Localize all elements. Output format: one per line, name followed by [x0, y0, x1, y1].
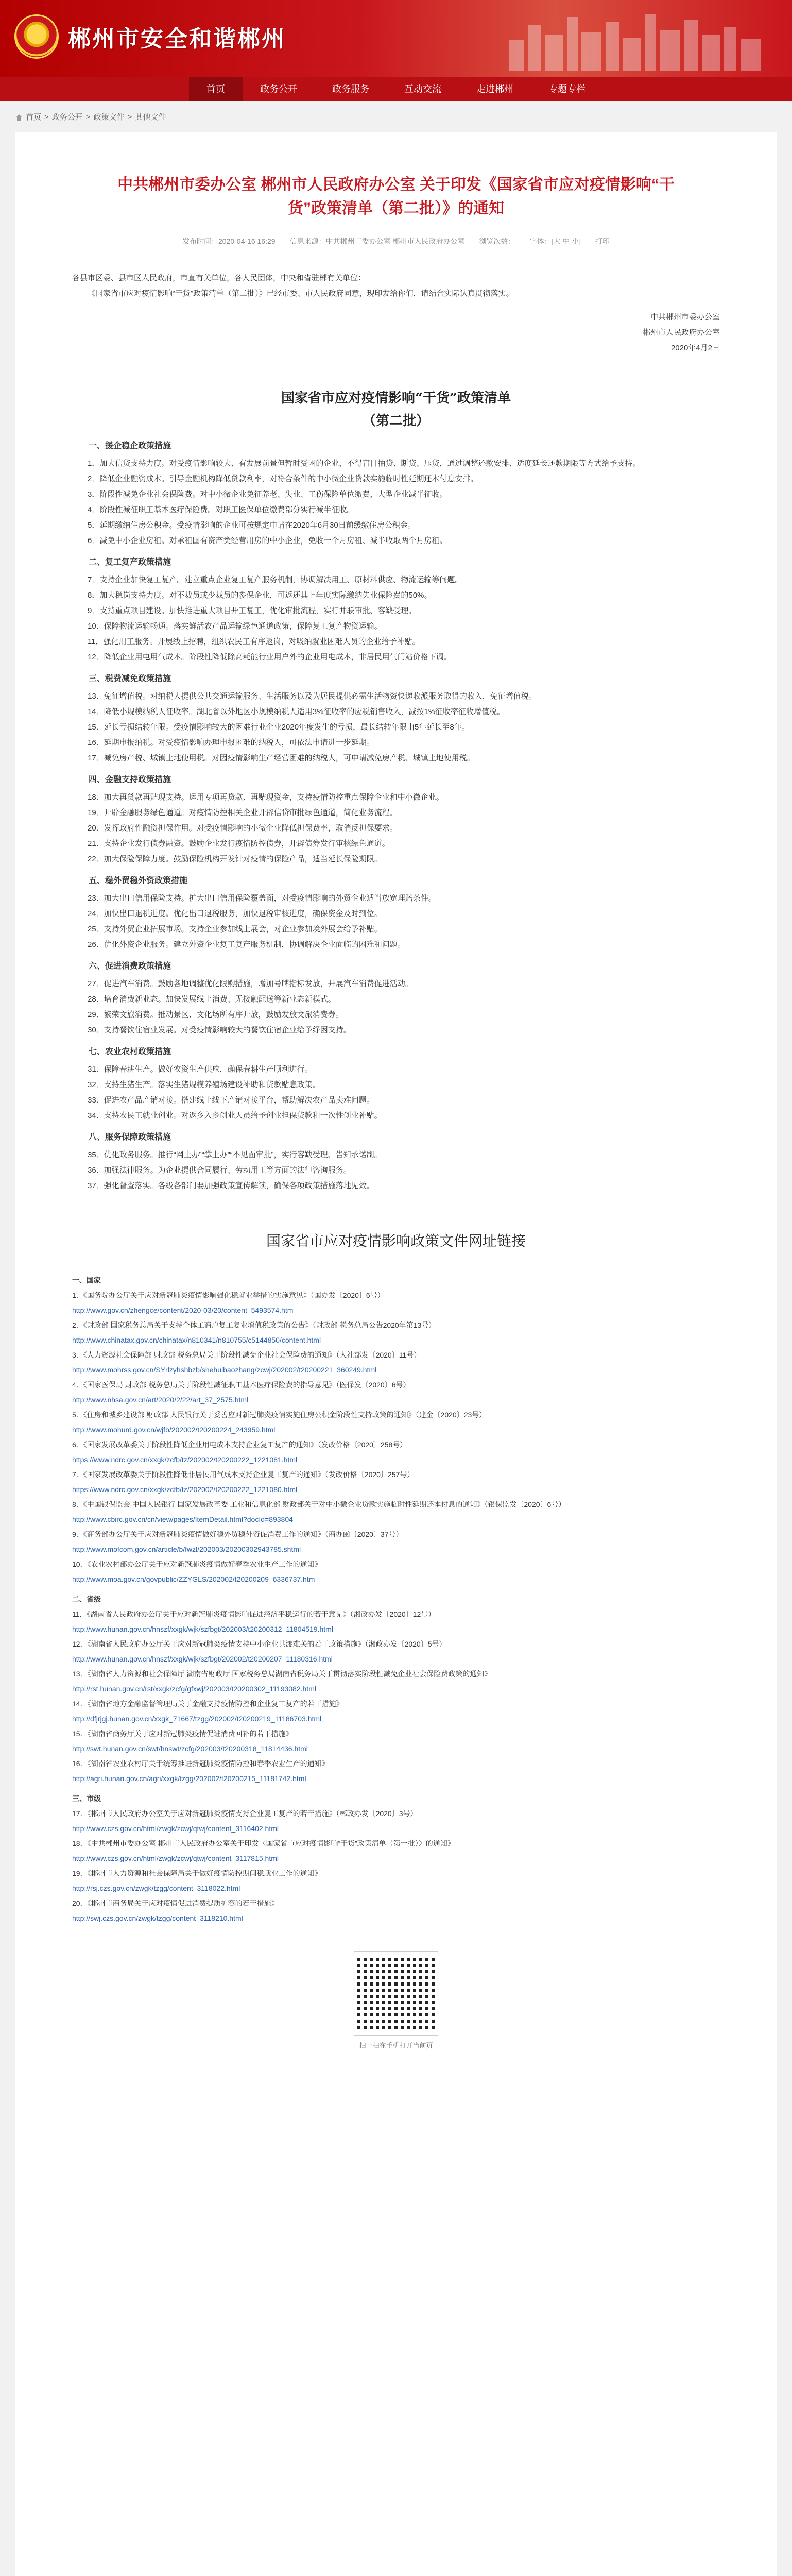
site-title: 郴州市安全和谐郴州 — [68, 26, 286, 52]
nav-item-topics[interactable]: 专题专栏 — [548, 84, 586, 94]
font-size-switch[interactable]: 字体：[大 中 小] — [529, 237, 581, 245]
link-item-url[interactable]: https://www.ndrc.gov.cn/xxgk/zcfb/tz/202002/t20200222_1221080.html — [72, 1485, 298, 1494]
link-item-url[interactable]: http://www.chinatax.gov.cn/chinatax/n810341/n810755/c5144850/content.html — [72, 1336, 321, 1344]
qr-block — [72, 1952, 720, 2050]
section-paragraph: 10．保障物流运输畅通。落实鲜活农产品运输绿色通道政策，保障复工复产物资运输。 — [88, 622, 382, 631]
link-item-title: 8．《中国银保监会 中国人民银行 国家发展改革委 工业和信息化部 财政部关于对中小微企业贷款实施临时性延期还本付息的通知》（银保监发〔2020〕6号） — [72, 1500, 566, 1509]
main-nav — [0, 77, 792, 101]
section-heading: 六、促进消费政策措施 — [89, 962, 171, 971]
link-item-url[interactable]: http://www.moa.gov.cn/govpublic/ZZYGLS/202002/t20200209_6336737.htm — [72, 1575, 315, 1583]
signature-date: 2020年4月2日 — [670, 344, 720, 352]
national-emblem-icon — [14, 14, 59, 59]
breadcrumb-gov-open[interactable]: 政务公开 — [51, 113, 83, 122]
nav-item-gov-service[interactable]: 政务服务 — [332, 84, 369, 94]
link-item-url[interactable]: http://agri.hunan.gov.cn/agri/xxgk/tzgg/202002/t20200215_11181742.html — [72, 1774, 306, 1783]
city-skyline-icon — [504, 9, 771, 71]
doc-title-line: 国家省市应对疫情影响“干货”政策清单 — [281, 391, 511, 406]
signature-org: 郴州市人民政府办公室 — [642, 328, 720, 337]
link-item-title: 20．《郴州市商务局关于应对疫情促进消费提质扩容的若干措施》 — [72, 1899, 279, 1907]
section-paragraph: 7．支持企业加快复工复产。建立重点企业复工复产服务机制，协调解决用工、原材料供应、物流运输等问题。 — [88, 575, 463, 584]
link-item-title: 9．《商务部办公厅关于应对新冠肺炎疫情做好稳外贸稳外资促消费工作的通知》（商办函〔2020〕37号） — [72, 1530, 403, 1538]
link-item-url[interactable]: http://www.mohrss.gov.cn/SYrlzyhshbzb/shehuibaozhang/zcwj/202002/t20200221_360249.html — [72, 1366, 377, 1374]
article-title: 中共郴州市委办公室 郴州市人民政府办公室 关于印发《国家省市应对疫情影响“干货”政策清单（第二批）》的通知 — [117, 176, 675, 217]
qr-code-icon — [354, 1952, 438, 2035]
section-paragraph: 19．开辟金融服务绿色通道。对疫情防控相关企业开辟信贷审批绿色通道，简化业务流程。 — [88, 808, 398, 817]
link-item-title: 17．《郴州市人民政府办公室关于应对新冠肺炎疫情支持企业复工复产的若干措施》（郴政办发〔2020〕3号） — [72, 1809, 418, 1818]
link-item-title: 16．《湖南省农业农村厅关于统筹推进新冠肺炎疫情防控和春季农业生产的通知》 — [72, 1759, 329, 1768]
signature-org: 中共郴州市委办公室 — [650, 313, 720, 321]
link-item-url[interactable]: http://rst.hunan.gov.cn/rst/xxgk/zcfg/gfxwj/202003/t20200302_11193082.html — [72, 1685, 316, 1693]
section-paragraph: 12．降低企业用电用气成本。阶段性降低除高耗能行业用户外的企业用电成本，非居民用气门站价格下调。 — [88, 653, 452, 662]
qr-label: 扫一扫在手机打开当前页 — [359, 2042, 433, 2049]
link-category: 一、国家 — [72, 1276, 101, 1284]
section-paragraph: 15．延长亏损结转年限。受疫情影响较大的困难行业企业2020年度发生的亏损，最长结转年限由5年延长至8年。 — [88, 723, 470, 732]
link-item-url[interactable]: http://www.czs.gov.cn/html/zwgk/zcwj/qtwj/content_3117815.html — [72, 1854, 279, 1862]
section-paragraph: 6．减免中小企业房租。对承租国有资产类经营用房的中小企业，免收一个月房租、减半收取两个月房租。 — [88, 536, 447, 545]
link-item-url[interactable]: http://swt.hunan.gov.cn/swt/hnswt/zcfg/202003/t20200318_11814436.html — [72, 1744, 308, 1753]
annex-title: 国家省市应对疫情影响政策文件网址链接 — [266, 1232, 526, 1249]
article-preface — [72, 270, 720, 301]
nav-item-interaction[interactable]: 互动交流 — [404, 84, 441, 94]
link-item-title: 12．《湖南省人民政府办公厅关于应对新冠肺炎疫情支持中小企业共渡难关的若干政策措施》（湘政办发〔2020〕5号） — [72, 1640, 446, 1648]
link-item-title: 15．《湖南省商务厅关于应对新冠肺炎疫情促进消费回补的若干措施》 — [72, 1730, 293, 1738]
breadcrumb-other-files[interactable]: 其他文件 — [135, 113, 166, 122]
print-button[interactable]: 打印 — [595, 237, 610, 245]
breadcrumb-separator: > — [85, 113, 91, 122]
link-item-url[interactable]: https://www.ndrc.gov.cn/xxgk/zcfb/tz/202002/t20200222_1221081.html — [72, 1455, 298, 1464]
breadcrumb-policy[interactable]: 政策文件 — [93, 113, 125, 122]
link-item-url[interactable]: http://www.mohurd.gov.cn/wjfb/202002/t20200224_243959.html — [72, 1426, 276, 1434]
link-item-title: 4．《国家医保局 财政部 税务总局关于阶段性减征职工基本医疗保险费的指导意见》（医保发〔2020〕6号） — [72, 1381, 410, 1389]
link-item-url[interactable]: http://www.mofcom.gov.cn/article/b/fwzl/202003/20200302943785.shtml — [72, 1545, 301, 1553]
section-paragraph: 35．优化政务服务。推行“网上办”“掌上办”“不见面审批”，实行容缺受理、告知承诺制。 — [88, 1150, 382, 1159]
section-paragraph: 14．降低小规模纳税人征收率。湖北省以外地区小规模纳税人适用3%征收率的应税销售收入，减按1%征收率征收增值税。 — [88, 707, 505, 716]
link-item-title: 14．《湖南省地方金融监督管理局关于金融支持疫情防控和企业复工复产的若干措施》 — [72, 1700, 343, 1708]
section-paragraph: 36．加强法律服务。为企业提供合同履行、劳动用工等方面的法律咨询服务。 — [88, 1166, 351, 1175]
policy-section — [72, 873, 720, 953]
preface-paragraph: 各县市区委、县市区人民政府，市直有关单位，各人民团体，中央和省驻郴有关单位： — [72, 274, 366, 282]
site-header — [0, 0, 792, 77]
section-paragraph: 37．强化督查落实。各级各部门要加强政策宣传解读，确保各项政策措施落地见效。 — [88, 1181, 374, 1190]
link-item-title: 10．《农业农村部办公厅关于应对新冠肺炎疫情做好春季农业生产工作的通知》 — [72, 1560, 322, 1568]
section-paragraph: 20．发挥政府性融资担保作用。对受疫情影响的小微企业降低担保费率，取消反担保要求。 — [88, 824, 398, 833]
policy-section — [72, 959, 720, 1038]
section-paragraph: 4．阶段性减征职工基本医疗保险费。对职工医保单位缴费部分实行减半征收。 — [88, 505, 355, 514]
link-item-title: 2．《财政部 国家税务总局关于支持个体工商户复工复业增值税政策的公告》（财政部 税务总局公告2020年第13号） — [72, 1321, 436, 1329]
section-paragraph: 24．加快出口退税进度。优化出口退税服务，加快退税审核进度，确保资金及时到位。 — [88, 909, 382, 918]
nav-item-home[interactable]: 首页 — [189, 77, 243, 101]
view-count: 浏览次数： — [479, 237, 515, 245]
section-heading: 五、稳外贸稳外资政策措施 — [89, 876, 188, 885]
section-heading: 七、农业农村政策措施 — [89, 1047, 171, 1056]
section-paragraph: 3．阶段性减免企业社会保险费。对中小微企业免征养老、失业、工伤保险单位缴费，大型企业减半征收。 — [88, 490, 447, 499]
link-category: 三、市级 — [72, 1794, 101, 1803]
link-item-url[interactable]: http://www.nhsa.gov.cn/art/2020/2/22/art_37_2575.html — [72, 1396, 249, 1404]
section-paragraph: 8．加大稳岗支持力度。对不裁员或少裁员的参保企业，可返还其上年度实际缴纳失业保险费的50%。 — [88, 591, 432, 600]
link-item-title: 5．《住房和城乡建设部 财政部 人民银行关于妥善应对新冠肺炎疫情实施住房公积金阶段性支持政策的通知》（建金〔2020〕23号） — [72, 1411, 487, 1419]
section-paragraph: 9．支持重点项目建设。加快推进重大项目开工复工，优化审批流程，实行并联审批、容缺受理。 — [88, 606, 417, 615]
link-item-title: 19．《郴州市人力资源和社会保障局关于做好疫情防控期间稳就业工作的通知》 — [72, 1869, 322, 1877]
section-paragraph: 16．延期申报纳税。对受疫情影响办理申报困难的纳税人，可依法申请进一步延期。 — [88, 738, 374, 747]
link-item-url[interactable]: http://rsj.czs.gov.cn/zwgk/tzgg/content_3118022.html — [72, 1884, 240, 1892]
section-paragraph: 26．优化外资企业服务。建立外资企业复工复产服务机制，协调解决企业面临的困难和问题。 — [88, 940, 405, 949]
section-paragraph: 31．保障春耕生产。做好农资生产供应，确保春耕生产顺利进行。 — [88, 1065, 313, 1074]
policy-section — [72, 772, 720, 867]
home-icon — [15, 114, 23, 121]
doc-title-line: （第二批） — [362, 413, 429, 429]
link-item-url[interactable]: http://www.hunan.gov.cn/hnszf/xxgk/wjk/szfbgt/202002/t20200207_11180316.html — [72, 1655, 333, 1663]
policy-section — [72, 555, 720, 665]
info-source: 信息来源：中共郴州市委办公室 郴州市人民政府办公室 — [289, 237, 465, 245]
breadcrumb — [15, 108, 777, 127]
article-container — [15, 132, 777, 2576]
section-paragraph: 32．支持生猪生产。落实生猪规模养殖场建设补助和贷款贴息政策。 — [88, 1080, 320, 1089]
preface-paragraph: 《国家省市应对疫情影响“干货”政策清单（第二批）》已经市委、市人民政府同意，现印发给你们，请结合实际认真贯彻落实。 — [88, 289, 514, 298]
section-heading: 三、税费减免政策措施 — [89, 674, 171, 683]
section-paragraph: 13．免征增值税。对纳税人提供公共交通运输服务、生活服务以及为居民提供必需生活物资快递收派服务取得的收入，免征增值税。 — [88, 692, 537, 701]
section-paragraph: 29．繁荣文旅消费。推动景区、文化场所有序开放，鼓励发放文旅消费券。 — [88, 1010, 343, 1019]
breadcrumb-home[interactable]: 首页 — [26, 113, 42, 122]
section-heading: 八、服务保障政策措施 — [89, 1133, 171, 1142]
site-logo[interactable] — [14, 14, 286, 59]
section-paragraph: 30．支持餐饮住宿业发展。对受疫情影响较大的餐饮住宿企业给予纾困支持。 — [88, 1026, 351, 1035]
section-paragraph: 1．加大信贷支持力度。对受疫情影响较大、有发展前景但暂时受困的企业，不得盲目抽贷、断贷、压贷，通过调整还款安排、适度延长还款期限等方式给予支持。 — [88, 459, 641, 468]
policy-section — [72, 438, 720, 549]
link-item-url[interactable]: http://swj.czs.gov.cn/zwgk/tzgg/content_3118210.html — [72, 1914, 243, 1922]
section-paragraph: 21．支持企业发行债券融资。鼓励企业发行疫情防控债券，开辟债券发行审核绿色通道。 — [88, 839, 390, 848]
policy-link-list — [72, 1273, 720, 1926]
link-item-title: 11．《湖南省人民政府办公厅关于应对新冠肺炎疫情影响促进经济平稳运行的若干意见》（湘政办发〔2020〕12号） — [72, 1610, 436, 1618]
link-item-url[interactable]: http://www.czs.gov.cn/html/zwgk/zcwj/qtwj/content_3116402.html — [72, 1824, 279, 1833]
section-paragraph: 2．降低企业融资成本。引导金融机构降低贷款利率，对符合条件的中小微企业贷款实施临时性延期还本付息安排。 — [88, 474, 478, 483]
link-item-title: 13．《湖南省人力资源和社会保障厅 湖南省财政厅 国家税务总局湖南省税务局关于贯彻落实阶段性减免企业社会保险费政策的通知》 — [72, 1670, 492, 1678]
policy-section — [72, 1130, 720, 1194]
link-item-url[interactable]: http://www.hunan.gov.cn/hnszf/xxgk/wjk/szfbgt/202003/t20200312_11804519.html — [72, 1625, 333, 1633]
link-item-title: 7．《国家发展改革委关于阶段性降低非居民用气成本支持企业复工复产的通知》（发改价格〔2020〕257号） — [72, 1470, 415, 1479]
section-paragraph: 11．强化用工服务。开展线上招聘，组织农民工有序返岗，对吸纳就业困难人员的企业给予补贴。 — [88, 637, 420, 646]
breadcrumb-separator: > — [127, 113, 132, 122]
section-heading: 二、复工复产政策措施 — [89, 558, 171, 567]
article-meta — [72, 236, 720, 256]
publish-date: 发布时间：2020-04-16 16:29 — [182, 237, 276, 245]
policy-section — [72, 671, 720, 766]
section-paragraph: 33．促进农产品产销对接。搭建线上线下产销对接平台，帮助解决农产品卖难问题。 — [88, 1096, 374, 1105]
section-paragraph: 27．促进汽车消费。鼓励各地调整优化限购措施，增加号牌指标发放，开展汽车消费促进活动。 — [88, 979, 413, 988]
policy-sections — [72, 438, 720, 1194]
link-item-url[interactable]: http://www.cbirc.gov.cn/cn/view/pages/ItemDetail.html?docId=893804 — [72, 1515, 293, 1523]
nav-item-gov-open[interactable]: 政务公开 — [260, 84, 297, 94]
section-paragraph: 23．加大出口信用保险支持。扩大出口信用保险覆盖面，对受疫情影响的外贸企业适当放宽理赔条件。 — [88, 894, 436, 903]
link-item-url[interactable]: http://dfjrjgj.hunan.gov.cn/xxgk_71667/tzgg/202002/t20200219_11186703.html — [72, 1715, 322, 1723]
signature-block — [72, 310, 720, 356]
nav-item-about-city[interactable]: 走进郴州 — [476, 84, 513, 94]
section-paragraph: 18．加大再贷款再贴现支持。运用专项再贷款、再贴现资金，支持疫情防控重点保障企业和中小微企业。 — [88, 793, 444, 802]
link-item-title: 6．《国家发展改革委关于阶段性降低企业用电成本支持企业复工复产的通知》（发改价格〔2020〕258号） — [72, 1440, 407, 1449]
breadcrumb-separator: > — [44, 113, 49, 122]
section-heading: 一、援企稳企政策措施 — [89, 442, 171, 450]
link-item-url[interactable]: http://www.gov.cn/zhengce/content/2020-03/20/content_5493574.htm — [72, 1306, 294, 1314]
section-paragraph: 17．减免房产税、城镇土地使用税。对因疫情影响生产经营困难的纳税人，可申请减免房产税、城镇土地使用税。 — [88, 754, 475, 762]
link-category: 二、省级 — [72, 1595, 101, 1603]
link-item-title: 1．《国务院办公厅关于应对新冠肺炎疫情影响强化稳就业举措的实施意见》（国办发〔2020〕6号） — [72, 1291, 385, 1299]
section-paragraph: 34．支持农民工就业创业。对返乡入乡创业人员给予创业担保贷款和一次性创业补贴。 — [88, 1111, 382, 1120]
policy-section — [72, 1044, 720, 1124]
link-item-title: 3．《人力资源社会保障部 财政部 税务总局关于阶段性减免企业社会保险费的通知》（人社部发〔2020〕11号） — [72, 1351, 421, 1359]
section-paragraph: 25．支持外贸企业拓展市场。支持企业参加线上展会，对企业参加境外展会给予补贴。 — [88, 925, 382, 934]
link-item-title: 18．《中共郴州市委办公室 郴州市人民政府办公室关于印发〈国家省市应对疫情影响“干货”政策清单（第一批）〉的通知》 — [72, 1839, 455, 1848]
section-paragraph: 22．加大保险保障力度。鼓励保险机构开发针对疫情的保险产品，适当延长保险期限。 — [88, 855, 382, 863]
section-paragraph: 28．培育消费新业态。加快发展线上消费、无接触配送等新业态新模式。 — [88, 995, 336, 1004]
section-paragraph: 5．延期缴纳住房公积金。受疫情影响的企业可按规定申请在2020年6月30日前缓缴住房公积金。 — [88, 521, 416, 530]
section-heading: 四、金融支持政策措施 — [89, 775, 171, 784]
doc-title — [72, 387, 720, 432]
